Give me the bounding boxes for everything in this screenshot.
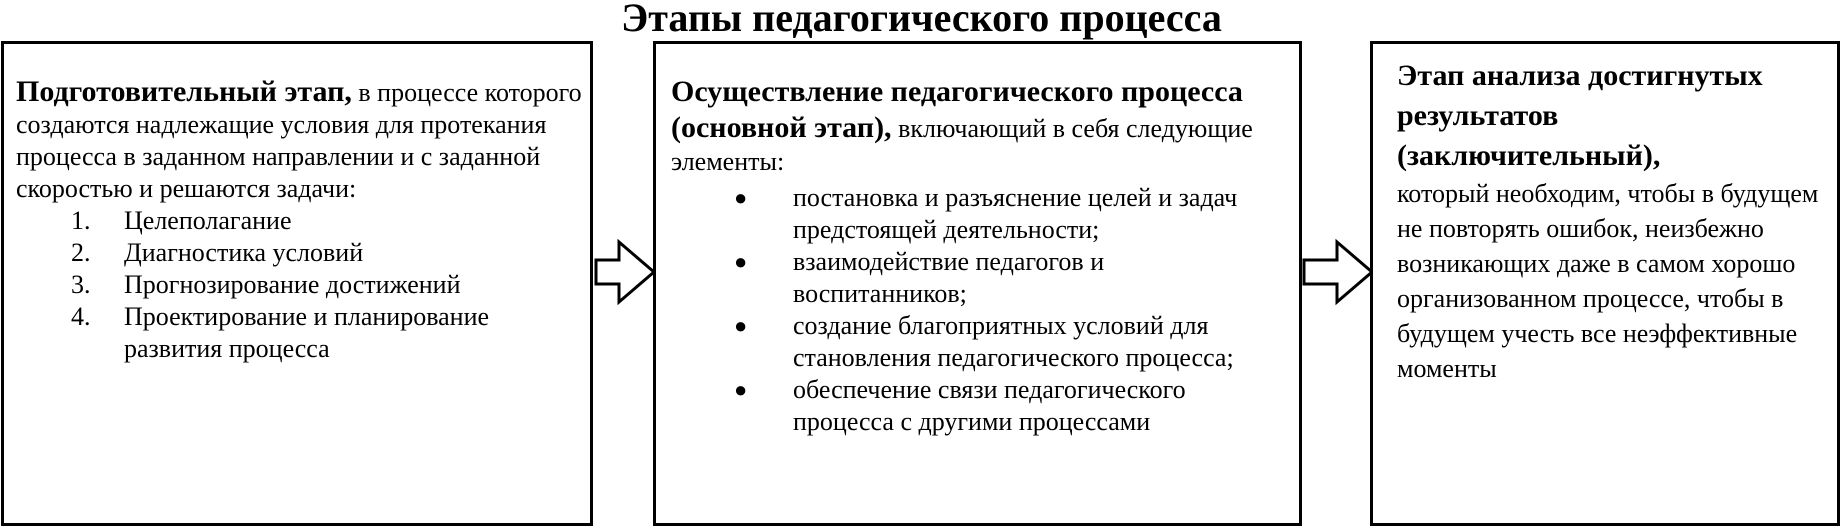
element-label: взаимодействие педагогов и воспитанников;: [793, 247, 1105, 308]
element-item: [671, 246, 1193, 310]
task-label: Целеполагание: [124, 206, 292, 235]
stage-final-box: [1370, 41, 1840, 526]
bullet-icon: ●: [734, 313, 748, 338]
arrow-right-icon: [595, 240, 657, 304]
stage-final-heading: Этап анализа достигнутых результатов (заключительный),: [1397, 59, 1763, 172]
element-item: [671, 374, 1253, 438]
diagram-title: Этапы педагогического процесса: [621, 0, 1222, 40]
task-item: [16, 301, 564, 365]
task-number: 4.: [71, 302, 91, 331]
stage-main-box: [653, 41, 1302, 526]
stage-preparatory-box: [1, 41, 593, 526]
stage-main-heading: Осуществление педагогического процесса (основной этап),: [671, 75, 1243, 144]
task-label: Диагностика условий: [124, 238, 364, 267]
stage-main-text: включающий в себя следующие элементы:: [671, 114, 1253, 176]
task-item: [16, 205, 590, 237]
stage-main-element-list: [671, 182, 1299, 438]
task-number: 2.: [71, 238, 91, 267]
element-label: обеспечение связи педагогического процесса с другими процессами: [793, 375, 1186, 436]
element-item: [671, 182, 1253, 246]
element-label: постановка и разъяснение целей и задач предстоящей деятельности;: [793, 183, 1238, 244]
task-label: Прогнозирование достижений: [124, 270, 461, 299]
stage-final-text: который необходим, чтобы в будущем не повторять ошибок, неизбежно возникающих даже в самом хорошо организованном процессе, чтобы в будущем учесть все неэффективные моменты: [1397, 179, 1819, 383]
arrow-right-icon: [1303, 240, 1375, 304]
task-label: Проектирование и планирование развития процесса: [124, 302, 490, 363]
bullet-icon: ●: [734, 185, 748, 210]
task-number: 1.: [71, 206, 91, 235]
stage-preparatory-text: в процессе которого создаются надлежащие условия для протекания процесса в заданном направлении и с заданной скоростью и решаются задачи:: [16, 78, 582, 203]
task-item: [16, 237, 590, 269]
bullet-icon: ●: [734, 377, 748, 402]
element-label: создание благоприятных условий для становления педагогического процесса;: [793, 311, 1234, 372]
stage-preparatory-task-list: [16, 205, 590, 365]
bullet-icon: ●: [734, 249, 748, 274]
task-item: [16, 269, 590, 301]
stage-preparatory-heading: Подготовительный этап,: [16, 75, 352, 108]
task-number: 3.: [71, 270, 91, 299]
element-item: [671, 310, 1293, 374]
